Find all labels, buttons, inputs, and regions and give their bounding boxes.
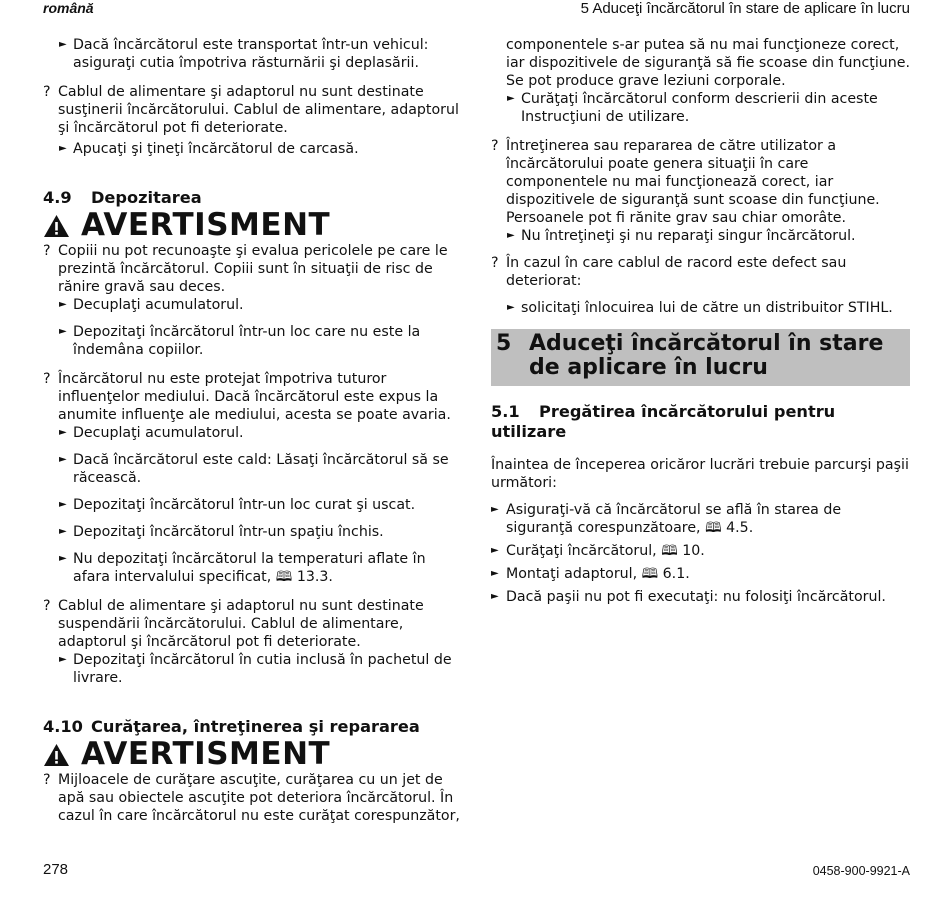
list-item: ► Asiguraţi-vă că încărcătorul se află în starea de siguranţă corespunzătoare, 🕮 4.5. (491, 502, 842, 536)
list-item: ► Depozitaţi încărcătorul într-un loc care nu este la îndemâna copiilor. (59, 324, 421, 358)
list-item: ► Decuplaţi acumulatorul. (59, 425, 244, 441)
right-column (491, 36, 911, 317)
warning-triangle-icon (43, 743, 70, 767)
document-code: 0458-900-9921-A (812, 864, 910, 878)
triangle-bullet-icon: ► (59, 299, 67, 310)
section-heading-4-9: 4.9 Depozitarea (43, 188, 202, 207)
triangle-bullet-icon: ► (507, 302, 515, 313)
warning-paragraph-continued: componentele s-ar putea să nu mai funcţioneze corect, iar dispozitivele de siguranţă să fie scoase din funcţiune. Se pot produce grave leziuni corporale. (506, 37, 910, 89)
book-reference-icon: 🕮 (705, 520, 722, 536)
chapter-number: 5 (496, 331, 512, 356)
cross-reference[interactable]: 4.5. (726, 520, 754, 536)
warning-heading: AVERTISMENT (43, 737, 463, 771)
list-item: ► Curăţaţi încărcătorul, 🕮 10. (491, 543, 705, 559)
triangle-bullet-icon: ► (491, 504, 499, 515)
list-item: ► Depozitaţi încărcătorul în cutia inclusă în pachetul de livrare. (59, 652, 452, 686)
list-item: ► Decuplaţi acumulatorul. (59, 297, 244, 313)
triangle-bullet-icon: ► (507, 230, 515, 241)
triangle-bullet-icon: ► (491, 568, 499, 579)
list-item: ► Dacă încărcătorul este cald: Lăsaţi încărcătorul să se răcească. (59, 452, 449, 486)
list-item: ► Dacă paşii nu pot fi executaţi: nu folosiţi încărcătorul. (491, 589, 886, 605)
list-item: ► Nu întreţineţi şi nu reparaţi singur încărcătorul. (507, 228, 856, 244)
triangle-bullet-icon: ► (59, 553, 67, 564)
list-item: ► Curăţaţi încărcătorul conform descrierii din aceste Instrucţiuni de utilizare. (507, 91, 878, 125)
section-5-1 (491, 402, 911, 606)
list-item: ► Depozitaţi încărcătorul într-un loc curat şi uscat. (59, 497, 416, 513)
section-heading-5-1: 5.1 Pregătirea încărcătorului pentru utilizare (491, 402, 836, 441)
left-column (43, 36, 463, 825)
triangle-bullet-icon: ► (59, 427, 67, 438)
warning-paragraph: ? Mijloacele de curăţare ascuţite, curăţarea cu un jet de apă sau obiectele ascuţite pot deteriora încărcătorul. În cazul în care încărcătorul nu este curăţat corespunzător, (43, 772, 460, 824)
running-chapter-title: 5 Aduceţi încărcătorul în stare de aplicare în lucru (580, 0, 910, 17)
warning-paragraph: ? Cablul de alimentare şi adaptorul nu sunt destinate susţinerii încărcătorului. Cablul de alimentare, adaptorul şi încărcătorul pot fi deteriorate. (43, 84, 459, 136)
triangle-bullet-icon: ► (59, 326, 67, 337)
triangle-bullet-icon: ► (59, 526, 67, 537)
list-item: ► Montaţi adaptorul, 🕮 6.1. (491, 566, 690, 582)
triangle-bullet-icon: ► (507, 93, 515, 104)
warning-triangle-icon (43, 214, 70, 238)
list-item: ► Depozitaţi încărcătorul într-un spaţiu închis. (59, 524, 384, 540)
list-item: ► Apucaţi şi ţineţi încărcătorul de carcasă. (59, 141, 359, 157)
book-reference-icon: 🕮 (641, 566, 659, 582)
warning-paragraph: ? Cablul de alimentare şi adaptorul nu sunt destinate suspendării încărcătorului. Cablul de alimentare, adaptorul şi încărcătorul pot fi deteriorate. (43, 598, 424, 650)
warning-heading: AVERTISMENT (43, 208, 463, 242)
triangle-bullet-icon: ► (491, 545, 499, 556)
triangle-bullet-icon: ► (491, 591, 499, 602)
cross-reference[interactable]: 6.1. (662, 566, 690, 582)
page-header (0, 0, 950, 20)
list-item: ► Nu depozitaţi încărcătorul la temperaturi aflate în afara intervalului specificat, 🕮 13.3. (59, 551, 426, 585)
page-number: 278 (43, 861, 69, 878)
list-item: ► solicitaţi înlocuirea lui de către un distribuitor STIHL. (507, 300, 893, 316)
cross-reference[interactable]: 10. (682, 543, 705, 559)
intro-paragraph: Înaintea de începerea oricăror lucrări trebuie parcurşi paşii următori: (491, 457, 909, 491)
warning-paragraph: ? În cazul în care cablul de racord este defect sau deteriorat: (491, 255, 847, 289)
triangle-bullet-icon: ► (59, 143, 67, 154)
language-label: română (43, 0, 94, 16)
triangle-bullet-icon: ► (59, 454, 67, 465)
list-item: ► Dacă încărcătorul este transportat într-un vehicul: asiguraţi cutia împotriva răsturnării şi deplasării. (59, 37, 429, 71)
warning-paragraph: ? Întreţinerea sau repararea de către utilizator a încărcătorului poate genera situaţii în care componentele nu mai funcţionează corect, iar dispozitivele de siguranţă sunt scoase din funcţiune. Persoanele pot fi rănite grav sau chiar omorâte. (491, 138, 880, 226)
cross-reference[interactable]: 13.3. (296, 569, 333, 585)
book-reference-icon: 🕮 (275, 569, 293, 585)
section-heading-4-10: 4.10 Curăţarea, întreţinerea şi repararea (43, 717, 420, 736)
warning-paragraph: ? Încărcătorul nu este protejat împotriva tuturor influenţelor mediului. Dacă încărcătorul este expus la anumite influenţe ale mediului, acesta se poate avaria. (43, 371, 451, 423)
triangle-bullet-icon: ► (59, 39, 67, 50)
triangle-bullet-icon: ► (59, 499, 67, 510)
book-reference-icon: 🕮 (661, 543, 678, 559)
chapter-banner (491, 329, 910, 386)
chapter-title: Aduceţi încărcătorul în stare de aplicare în lucru (529, 331, 884, 380)
warning-paragraph: ? Copiii nu pot recunoaşte şi evalua pericolele pe care le prezintă încărcătorul. Copiii sunt în situaţii de risc de rănire gravă sau deces. (43, 243, 448, 295)
triangle-bullet-icon: ► (59, 654, 67, 665)
